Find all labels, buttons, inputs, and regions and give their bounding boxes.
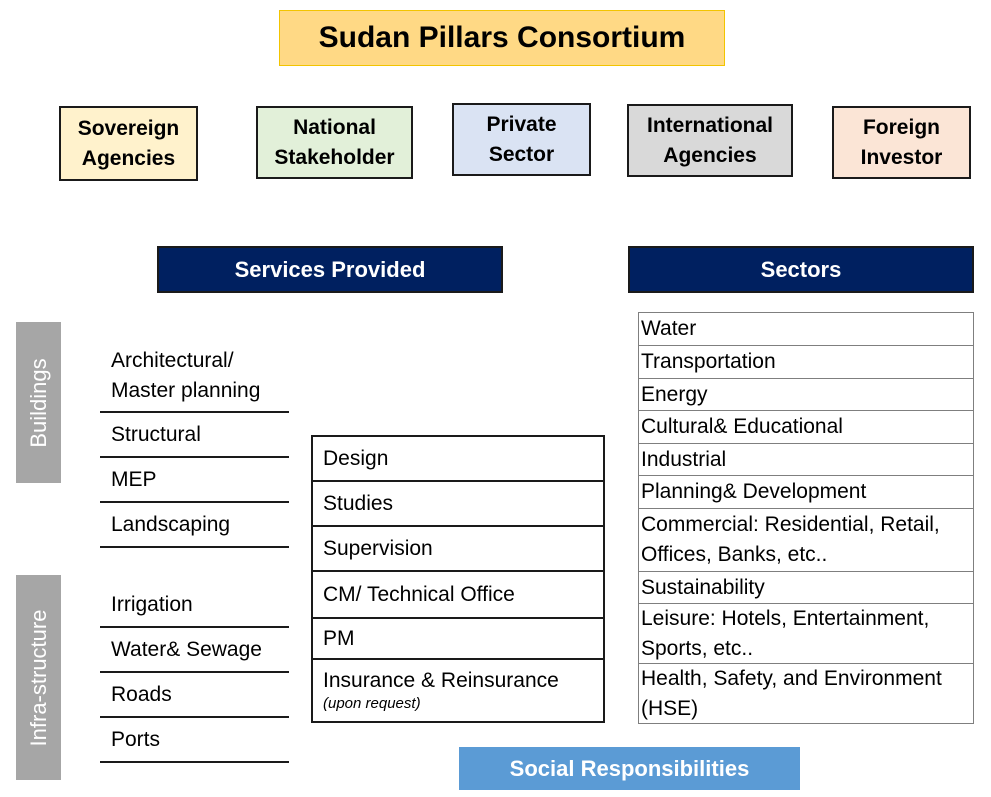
service-label: Studies [323, 491, 394, 515]
list-item: Roads [100, 673, 289, 718]
service-label: Supervision [323, 536, 433, 560]
service-label: PM [323, 626, 355, 650]
buildings-side-label [16, 322, 61, 483]
table-row: Health, Safety, and Environment (HSE) [641, 666, 942, 720]
table-row: Sustainability [639, 572, 973, 604]
list-item: Architectural/ Master planning [100, 346, 289, 413]
table-row: Planning& Development [639, 476, 973, 509]
infrastructure-side-label [16, 575, 61, 780]
service-label: CM/ Technical Office [323, 582, 515, 606]
infrastructure-services-list [100, 583, 289, 763]
service-label: Design [323, 446, 389, 470]
sectors-table [638, 312, 974, 724]
table-row [313, 527, 603, 572]
infrastructure-side-label-text: Infra-structure [25, 609, 51, 746]
list-item: Water& Sewage [100, 628, 289, 673]
list-item: Irrigation [100, 583, 289, 628]
table-row [313, 572, 603, 619]
table-row: Leisure: Hotels, Entertainment, Sports, etc.. [639, 604, 973, 664]
table-row [313, 437, 603, 482]
buildings-side-label-text: Buildings [25, 357, 51, 448]
table-row: Transportation [639, 346, 973, 379]
list-item: Ports [100, 718, 289, 763]
table-row: Commercial: Residential, Retail, Offices, Banks, etc.. [639, 509, 973, 572]
stakeholder-sovereign-agencies: Sovereign Agencies [59, 106, 198, 181]
list-item: Structural [100, 413, 289, 458]
stakeholder-private-sector: Private Sector [452, 103, 591, 176]
table-row [313, 660, 603, 721]
table-row [313, 619, 603, 660]
services-provided-header: Services Provided [157, 246, 503, 293]
service-note: (upon request) [323, 695, 421, 712]
stakeholder-foreign-investor: Foreign Investor [832, 106, 971, 179]
stakeholder-national-stakeholder: National Stakeholder [256, 106, 413, 179]
page-title: Sudan Pillars Consortium [279, 10, 725, 66]
sectors-header: Sectors [628, 246, 974, 293]
services-table [311, 435, 605, 723]
table-row: Cultural& Educational [639, 411, 973, 444]
service-label: Insurance & Reinsurance [323, 669, 559, 692]
table-row: Water [639, 313, 973, 346]
table-row [313, 482, 603, 527]
list-item: MEP [100, 458, 289, 503]
table-row: Industrial [639, 444, 973, 476]
buildings-services-list [100, 346, 289, 548]
list-item: Landscaping [100, 503, 289, 548]
stakeholder-international-agencies: International Agencies [627, 104, 793, 177]
table-row: Energy [639, 379, 973, 411]
social-responsibilities-box: Social Responsibilities [459, 747, 800, 790]
